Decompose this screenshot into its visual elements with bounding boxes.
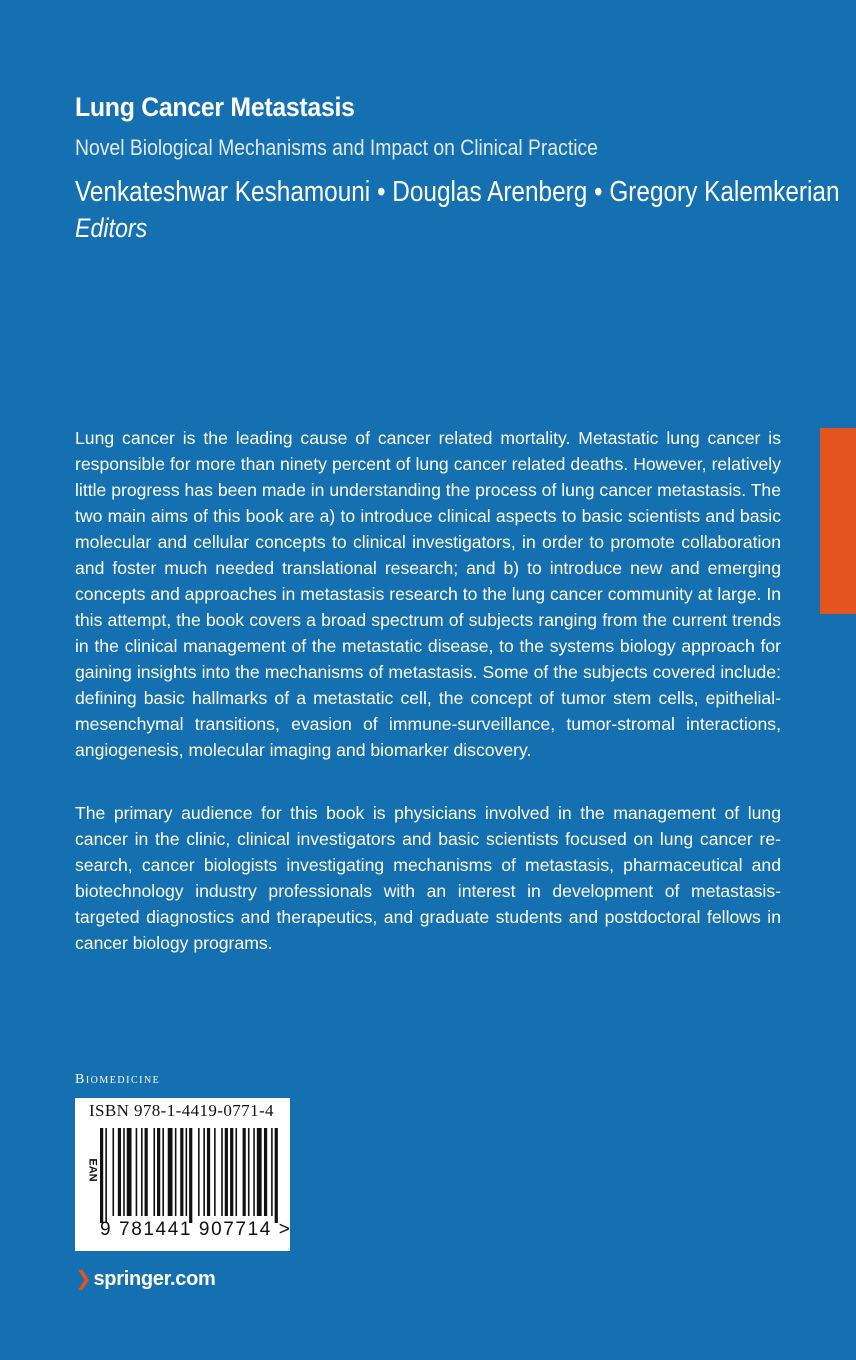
barcode-bar [248,1128,250,1216]
barcode-bar [271,1128,273,1216]
editors-names: Venkateshwar Keshamouni • Douglas Arenberg • Gregory Kalemkerian [75,176,840,208]
barcode-bar [112,1128,114,1216]
book-title: Lung Cancer Metastasis [75,92,355,122]
barcode-bar [136,1128,138,1216]
orange-accent-tab [820,428,856,614]
barcode-bar [264,1128,267,1216]
ean-digits: 9 781441 907714 > [100,1219,292,1240]
barcode-bar [203,1128,205,1216]
publisher-link[interactable] [75,1266,215,1291]
barcode-bar [141,1128,143,1216]
barcode-bar [198,1128,200,1216]
barcode-panel [75,1098,290,1251]
barcode-bar [145,1128,148,1216]
barcode-bars [100,1128,280,1223]
barcode-bar [253,1128,255,1216]
editors-label: Editors [75,213,148,243]
barcode-bar [257,1128,262,1216]
barcode-bar [123,1128,125,1216]
barcode-bar [235,1128,237,1216]
barcode-bar [186,1128,188,1216]
chevron-right-icon: ❯ [75,1268,92,1290]
barcode-bar [153,1128,155,1216]
barcode-bar [157,1128,160,1216]
publisher-url: springer.com [93,1268,216,1290]
barcode-bar [243,1128,246,1216]
barcode-bar [225,1128,228,1216]
barcode-bar [189,1128,192,1223]
description-paragraph-2: The primary audience for this book is physicians involved in the management of lung cancer in the clinic, clinical investigators and basic scientists focused on lung cancer research, cancer biologists investigating mechanisms of metastasis, pharmaceutical and biotechnology industry professionals with an interest in development of metastasis-targeted diagnostics and therapeutics, and graduate students and postdoctoral fellows in cancer biology programs. [75,803,781,953]
description-paragraph-1: Lung cancer is the leading cause of cancer related mortality. Metastatic lung cancer is responsible for more than ninety percent of lung cancer related deaths. However, relatively little progress has been made in understanding the process of lung cancer metastasis. The two main aims of this book are a) to introduce clinical aspects to basic scientists and basic molecular and cellular concepts to clinical investigators, in order to promote collaboration and foster much needed translational research; and b) to introduce new and emerging concepts and approaches in metastasis research to the lung cancer community at large. In this attempt, the book covers a broad spectrum of subjects ranging from the current trends in the clinical management of the metastatic disease, to the systems biology approach for gaining insights into the mechanisms of metastasis. Some of the subjects covered include: defining basic hallmarks of a metastatic cell, the concept of tumor stem cells, epithelial-mesenchymal transitions, evasion of immune-surveillance, tumor-stromal interactions, angiogenesis, molecular imaging and biomarker discovery. [75,428,781,760]
isbn-number: ISBN 978-1-4419-0771-4 [89,1101,274,1120]
series-label: Biomedicine [75,1072,161,1087]
barcode-bar [221,1128,223,1216]
barcode-bar [100,1128,103,1223]
barcode-bar [180,1128,183,1216]
barcode-bar [105,1128,107,1223]
barcode-bar [162,1128,164,1216]
barcode-bar [230,1128,233,1216]
ean-label: EAN [86,1158,99,1182]
barcode-bar [127,1128,132,1216]
barcode-bar [175,1128,177,1216]
barcode-bar [214,1128,216,1216]
barcode-bar [118,1128,121,1216]
barcode-bar [275,1128,278,1223]
book-subtitle: Novel Biological Mechanisms and Impact on Clinical Practice [75,135,598,160]
barcode-bar [207,1128,210,1216]
barcode-bar [168,1128,173,1216]
